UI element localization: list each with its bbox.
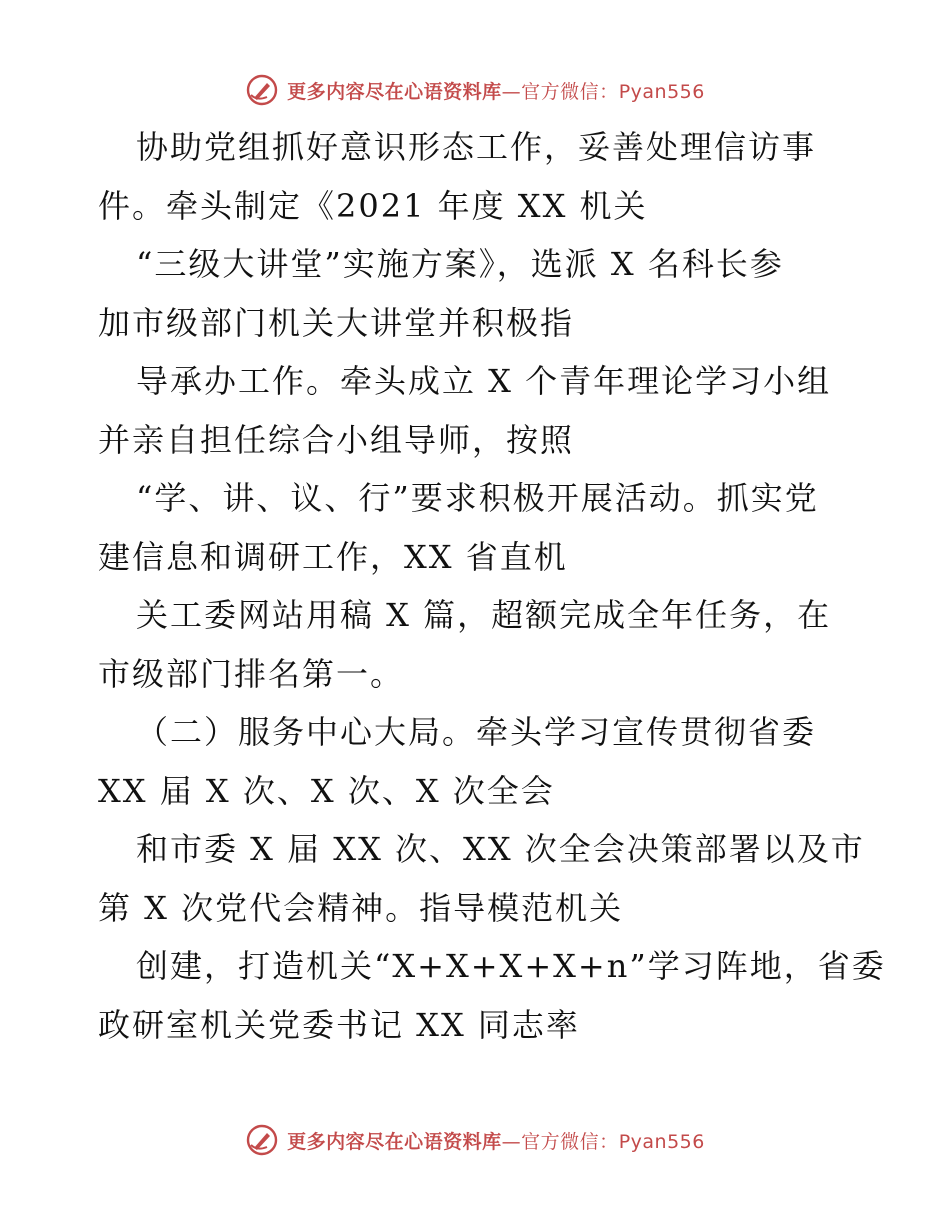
- watermark-main: 更多内容尽在心语资料库: [287, 1130, 502, 1153]
- watermark-banner-top: [0, 70, 950, 110]
- text-line: XX 届 X 次、X 次、X 次全会: [98, 771, 555, 810]
- text-line: “学、讲、议、行”要求积极开展活动。抓实党: [136, 479, 819, 517]
- watermark-id: Pyan556: [618, 1130, 705, 1153]
- watermark-sub: 官方微信：: [521, 1130, 619, 1153]
- text-line: 建信息和调研工作，XX 省直机: [98, 537, 568, 576]
- text-line: “三级大讲堂”实施方案》，选派 X 名科长参: [136, 245, 784, 283]
- text-line: 第 X 次党代会精神。指导模范机关: [98, 888, 624, 927]
- text-line: 导承办工作。牵头成立 X 个青年理论学习小组: [136, 362, 832, 400]
- text-line: 加市级部门机关大讲堂并积极指: [98, 303, 575, 342]
- text-line: 创建，打造机关“X+X+X+X+n”学习阵地，省委: [136, 947, 886, 985]
- text-line: 市级部门排名第一。: [98, 654, 405, 693]
- watermark-dash: —: [501, 1130, 522, 1153]
- text-line: 和市委 X 届 XX 次、XX 次全会决策部署以及市: [136, 830, 865, 868]
- text-line: 关工委网站用稿 X 篇，超额完成全年任务，在: [136, 596, 832, 634]
- text-line: 并亲自担任综合小组导师，按照: [98, 420, 575, 459]
- watermark-banner-bottom: [0, 1120, 950, 1160]
- text-line: （二）服务中心大局。牵头学习宣传贯彻省委: [136, 713, 817, 751]
- text-line: 件。牵头制定《2021 年度 XX 机关: [98, 186, 648, 225]
- watermark-text: [287, 77, 705, 104]
- watermark-id: Pyan556: [618, 80, 705, 103]
- watermark-sub: 官方微信：: [521, 80, 619, 103]
- text-line: 政研室机关党委书记 XX 同志率: [98, 1005, 580, 1044]
- watermark-main: 更多内容尽在心语资料库: [287, 80, 502, 103]
- watermark-text: [287, 1127, 705, 1154]
- quill-seal-icon: [245, 73, 279, 107]
- watermark-dash: —: [501, 80, 522, 103]
- quill-seal-icon: [245, 1123, 279, 1157]
- document-body: [98, 118, 886, 1054]
- text-line: 协助党组抓好意识形态工作，妥善处理信访事: [136, 128, 817, 166]
